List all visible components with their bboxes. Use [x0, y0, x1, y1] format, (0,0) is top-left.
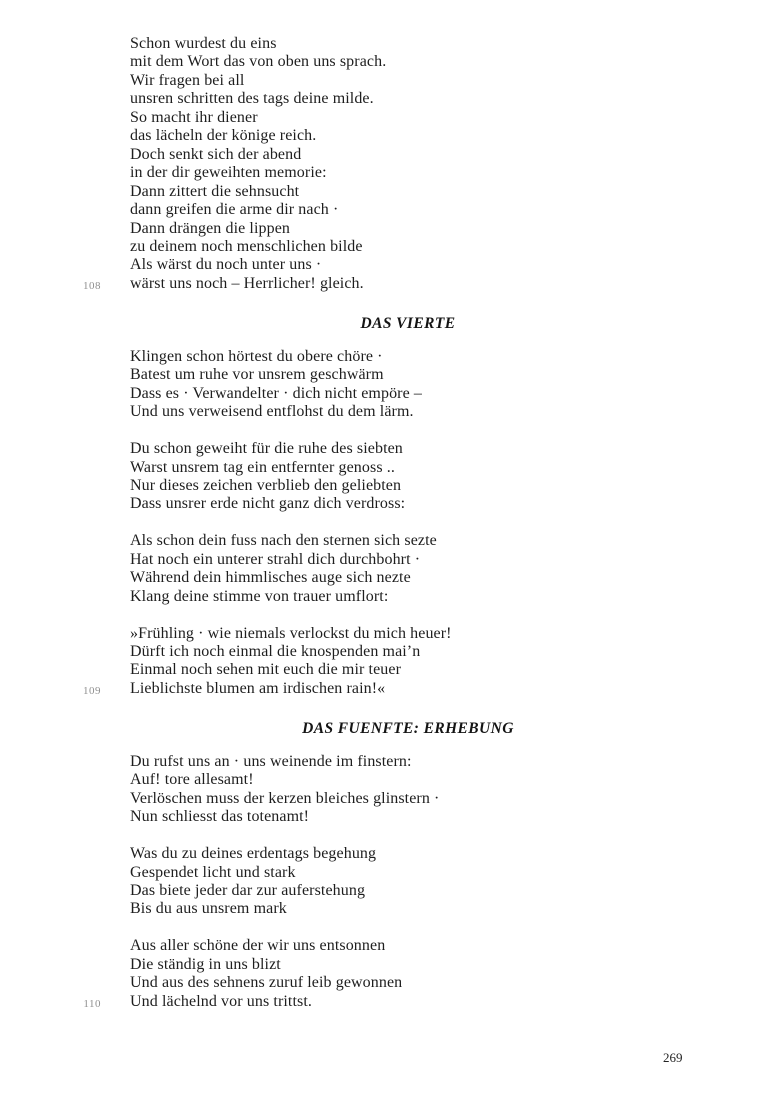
- poem-line: Klang deine stimme von trauer umflort:: [130, 587, 389, 605]
- poem-line: Und aus des sehnens zuruf leib gewonnen: [130, 974, 403, 992]
- poem-line: Das biete jeder dar zur auferstehung: [130, 881, 366, 899]
- stanza: [130, 532, 686, 606]
- poem-line: Nun schliesst das totenamt!: [130, 808, 310, 826]
- poem-line: Doch senkt sich der abend: [130, 145, 302, 163]
- poem-line: Die ständig in uns blizt: [130, 955, 281, 973]
- poem-line: zu deinem noch menschlichen bilde: [130, 237, 363, 255]
- poem-line: Während dein himmlisches auge sich nezte: [130, 569, 411, 587]
- poem-line: Dass unsrer erde nicht ganz dich verdross:: [130, 495, 406, 513]
- stanza: [130, 845, 686, 919]
- page-number: 269: [663, 1050, 683, 1065]
- poem-line: Wir fragen bei all: [130, 71, 245, 89]
- poem-line: Du rufst uns an · uns weinende im finstern:: [130, 752, 412, 770]
- poem-line: »Frühling · wie niemals verlockst du mich heuer!: [130, 624, 452, 642]
- poem-line: wärst uns noch – Herrlicher! gleich. 108: [130, 275, 686, 293]
- text-column: [83, 35, 686, 1011]
- poem-line: Dann drängen die lippen: [130, 219, 291, 237]
- poem-line: in der dir geweihten memorie:: [130, 164, 327, 182]
- poem-line: Dass es · Verwandelter · dich nicht empöre –: [130, 384, 423, 402]
- poem-line: mit dem Wort das von oben uns sprach.: [130, 53, 387, 71]
- poem-line: Gespendet licht und stark: [130, 863, 296, 881]
- poem-line: Lieblichste blumen am irdischen rain!« 109: [130, 680, 686, 698]
- poem-line: So macht ihr diener: [130, 108, 258, 126]
- poem-line: Warst unsrem tag ein entfernter genoss ..: [130, 458, 395, 476]
- poem-line: Dürft ich noch einmal die knospenden mai’n: [130, 643, 421, 660]
- stanza: [130, 348, 686, 422]
- stanza: [130, 440, 686, 514]
- poem-line: Du schon geweiht für die ruhe des siebten: [130, 440, 403, 458]
- poem-line: Bis du aus unsrem mark: [130, 900, 287, 918]
- margin-line-number: 109: [83, 685, 101, 698]
- poem-line: Klingen schon hörtest du obere chöre ·: [130, 347, 383, 365]
- poem-line: dann greifen die arme dir nach ·: [130, 201, 339, 219]
- poem-line: Einmal noch sehen mit euch die mir teuer: [130, 661, 402, 679]
- stanza: [83, 624, 686, 699]
- section-heading: DAS FUENFTE: ERHEBUNG: [302, 720, 514, 738]
- poem-line: das lächeln der könige reich.: [130, 127, 317, 145]
- poem-line: Verlöschen muss der kerzen bleiches glinstern ·: [130, 789, 440, 807]
- poem-line: Dann zittert die sehnsucht: [130, 182, 300, 200]
- stanza: [83, 937, 686, 1011]
- poem-line: Hat noch ein unterer strahl dich durchbohrt ·: [130, 550, 421, 568]
- margin-line-number: 110: [83, 998, 101, 1011]
- poem-line: Als wärst du noch unter uns ·: [130, 256, 322, 274]
- stanza: [83, 35, 686, 293]
- poem-line: Als schon dein fuss nach den sternen sich sezte: [130, 532, 437, 550]
- stanza: [130, 753, 686, 827]
- poem-line: Aus aller schöne der wir uns entsonnen: [130, 937, 386, 955]
- poem-line: Was du zu deines erdentags begehung: [130, 845, 377, 863]
- poem-line: Schon wurdest du eins: [130, 35, 277, 52]
- poem-line: unsren schritten des tags deine milde.: [130, 90, 374, 108]
- poem-line: Und lächelnd vor uns trittst. 110: [130, 993, 686, 1011]
- poem-line: Nur dieses zeichen verblieb den geliebten: [130, 476, 402, 494]
- section-heading: DAS VIERTE: [360, 315, 456, 333]
- margin-line-number: 108: [83, 280, 101, 293]
- poem-line: Auf! tore allesamt!: [130, 771, 254, 789]
- poem-line: Batest um ruhe vor unsrem geschwärm: [130, 366, 384, 384]
- poem-line: Und uns verweisend entflohst du dem lärm.: [130, 403, 414, 421]
